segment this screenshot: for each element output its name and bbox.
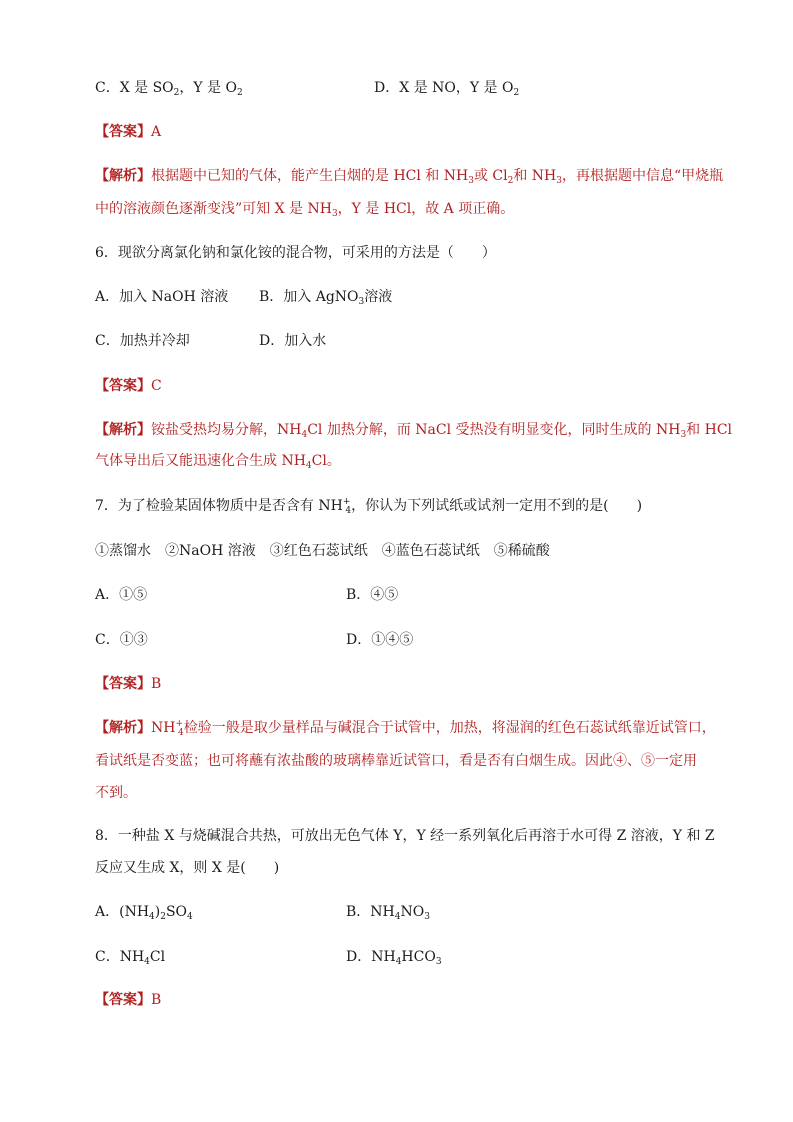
q5-answer: 【答案】A	[95, 124, 162, 140]
q6-option-d: D．加入水	[259, 333, 327, 349]
q6-option-a: A．加入 NaOH 溶液	[95, 289, 229, 305]
q7-answer: 【答案】B	[95, 676, 162, 692]
q8-option-a: A．$(NH_4)_2SO_4$	[95, 904, 193, 922]
q7-option-c: C．①③	[95, 632, 148, 648]
q7-items: ①蒸馏水 ②NaOH 溶液 ③红色石蕊试纸 ④蓝色石蕊试纸 ⑤稀硫酸	[95, 543, 550, 559]
q5-analysis-line-2: 中的溶液颜色逐渐变浅”可知 X 是 $NH_3$，Y 是 HCl，故 A 项正确。	[95, 201, 515, 219]
q6-analysis-line-1: 【解析】铵盐受热均易分解，$NH_4Cl$ 加热分解，而 NaCl 受热没有明显变化，同时生成的 $NH_3$和 HCl	[95, 422, 733, 440]
q7-option-b: B．④⑤	[346, 587, 399, 603]
q6-option-b: B．加入 AgNO$_3$溶液	[259, 289, 393, 307]
q6-analysis-line-2: 气体导出后又能迅速化合生成 $NH_4Cl$。	[95, 453, 341, 471]
q8-answer: 【答案】B	[95, 992, 162, 1008]
q8-stem-line-2: 反应又生成 X，则 X 是( )	[95, 860, 280, 876]
q7-analysis-line-1: 【解析】$NH^+_4$检验一般是取少量样品与碱混合于试管中，加热，将湿润的红色石蕊试纸靠近试管口，	[95, 719, 716, 738]
q5-option-c: C．X 是 $SO_2$，Y 是 $O_2$	[95, 80, 243, 98]
q7-analysis-line-3: 不到。	[95, 785, 137, 801]
q8-option-d: D．$NH_4HCO_3$	[346, 949, 442, 967]
q7-analysis-line-2: 看试纸是否变蓝；也可将蘸有浓盐酸的玻璃棒靠近试管口，看是否有白烟生成。因此④、⑤一定用	[95, 753, 697, 769]
q7-option-a: A．①⑤	[95, 587, 148, 603]
q6-option-c: C．加热并冷却	[95, 333, 190, 349]
q8-stem-line-1: 8．一种盐 X 与烧碱混合共热，可放出无色气体 Y，Y 经一系列氧化后再溶于水可得 Z 溶液，Y 和 Z	[95, 828, 715, 844]
q8-option-c: C．$NH_4Cl$	[95, 949, 166, 967]
q5-analysis-line-1: 【解析】根据题中已知的气体，能产生白烟的是 HCl 和 $NH_3$或 $Cl_2$和 $NH_3$，再根据题中信息“甲烧瓶	[95, 168, 724, 186]
q7-option-d: D．①④⑤	[346, 632, 414, 648]
q5-option-d: D．X 是 NO，Y 是 $O_2$	[374, 80, 520, 98]
q7-stem: 7．为了检验某固体物质中是否含有 $NH^+_4$，你认为下列试纸或试剂一定用不到的是( )	[95, 497, 643, 516]
q6-answer: 【答案】C	[95, 378, 162, 394]
q8-option-b: B．$NH_4NO_3$	[346, 904, 430, 922]
q6-stem: 6．现欲分离氯化钠和氯化铵的混合物，可采用的方法是（ ）	[95, 245, 496, 261]
